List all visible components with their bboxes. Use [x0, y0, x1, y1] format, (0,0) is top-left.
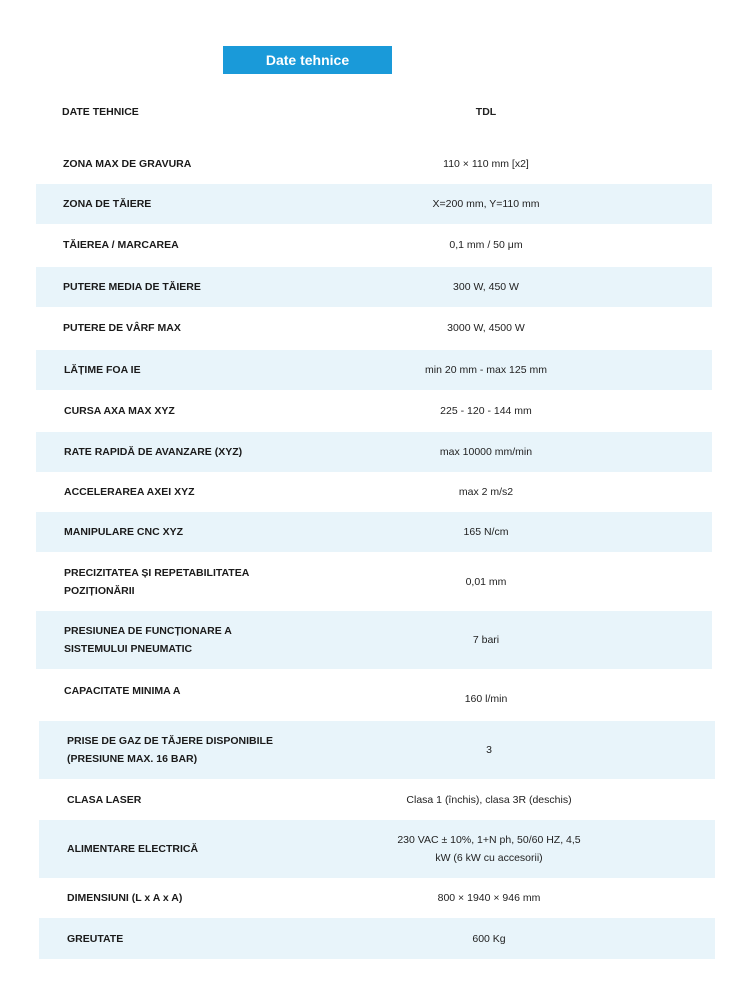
table-row — [36, 670, 712, 721]
spec-value: 110 × 110 mm [x2] — [443, 158, 529, 170]
table-row — [39, 918, 715, 959]
table-row — [36, 224, 712, 266]
spec-label: PRESIUNEA DE FUNCȚIONARE A SISTEMULUI PNEUMATIC — [64, 625, 232, 655]
table-row — [39, 779, 715, 820]
spec-value: Clasa 1 (închis), clasa 3R (deschis) — [406, 793, 572, 806]
table-row — [36, 553, 712, 611]
table-row — [36, 144, 712, 184]
spec-value: 0,01 mm — [465, 576, 507, 588]
table-row — [36, 350, 712, 390]
spec-value: 3000 W, 4500 W — [447, 322, 525, 334]
table-row — [39, 820, 715, 878]
table-row — [36, 307, 712, 349]
spec-label: CLASA LASER — [67, 793, 142, 806]
table-row — [36, 267, 712, 307]
table-row — [36, 184, 712, 224]
spec-label: ALIMENTARE ELECTRICĂ — [67, 843, 199, 855]
spec-label: GREUTATE — [67, 932, 124, 945]
spec-value: min 20 mm - max 125 mm — [425, 364, 547, 376]
table-row — [39, 721, 715, 779]
spec-value: max 2 m/s2 — [458, 486, 514, 498]
table-row — [36, 432, 712, 472]
spec-label: MANIPULARE CNC XYZ — [64, 526, 184, 538]
table-row — [39, 878, 715, 918]
table-row — [36, 390, 712, 432]
header-col2: TDL — [475, 106, 497, 118]
spec-value: 225 - 120 - 144 mm — [440, 405, 532, 417]
spec-label: CAPACITATE MINIMA A — [64, 685, 181, 697]
spec-label: ZONA MAX DE GRAVURA — [63, 158, 192, 170]
spec-table-header — [36, 100, 712, 124]
spec-value: 600 Kg — [472, 932, 506, 945]
table-row — [36, 472, 712, 512]
table-row — [36, 512, 712, 552]
spec-value: 7 bari — [472, 634, 500, 646]
spec-label: PRISE DE GAZ DE TĂJERE DISPONIBILE (PRESIUNE MAX. 16 BAR) — [67, 735, 273, 765]
spec-value: 160 l/min — [464, 693, 508, 705]
spec-label: ACCELERAREA AXEI XYZ — [64, 486, 195, 498]
tab-date-tehnice[interactable]: Date tehnice — [223, 46, 392, 74]
spec-label: ZONA DE TĂIERE — [63, 198, 152, 210]
spec-value: 230 VAC ± 10%, 1+N ph, 50/60 HZ, 4,5 kW (6 kW cu accesorii) — [397, 834, 581, 864]
spec-label: PRECIZITATEA ȘI REPETABILITATEA POZIȚIONĂRII — [64, 567, 249, 597]
table-row — [36, 611, 712, 669]
spec-value: max 10000 mm/min — [439, 446, 533, 458]
spec-label: DIMENSIUNI (L x A x A) — [67, 892, 183, 904]
spec-label: RATE RAPIDĂ DE AVANZARE (XYZ) — [64, 446, 243, 458]
spec-value: X=200 mm, Y=110 mm — [432, 198, 540, 210]
spec-value: 800 × 1940 × 946 mm — [437, 892, 541, 904]
spec-value: 0,1 mm / 50 μm — [449, 239, 523, 251]
spec-label: PUTERE MEDIA DE TĂIERE — [63, 281, 201, 293]
spec-value: 165 N/cm — [463, 526, 509, 538]
spec-label: TĂIEREA / MARCAREA — [63, 239, 179, 251]
header-col1: DATE TEHNICE — [62, 106, 139, 118]
spec-label: LĂȚIME FOA IE — [64, 364, 141, 376]
spec-value: 3 — [486, 744, 492, 756]
spec-label: PUTERE DE VÂRF MAX — [63, 322, 181, 334]
spec-label: CURSA AXA MAX XYZ — [64, 405, 175, 417]
spec-value: 300 W, 450 W — [453, 281, 519, 293]
